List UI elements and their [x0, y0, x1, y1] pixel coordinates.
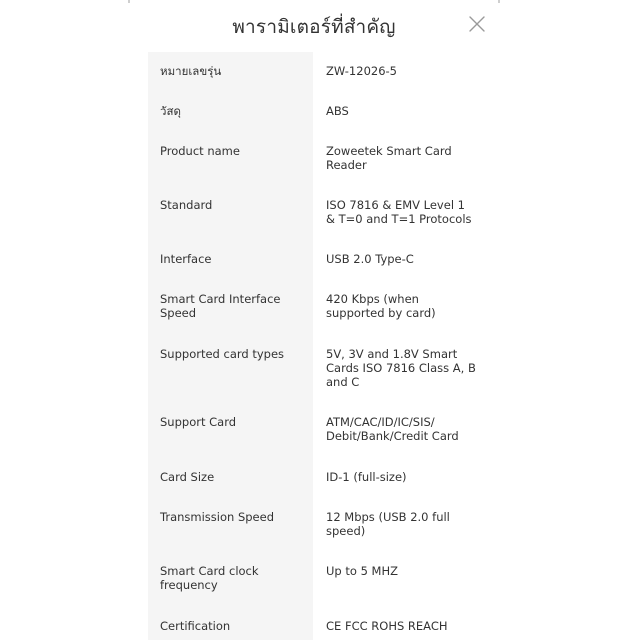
- spec-label: Interface: [160, 252, 212, 266]
- spec-label: Certification: [160, 619, 231, 633]
- spec-value: ZW-12026-5: [326, 64, 397, 78]
- spec-label: Transmission Speed: [160, 510, 274, 524]
- spec-label: Supported card types: [160, 347, 285, 361]
- spec-value: 12 Mbps (USB 2.0 full speed): [326, 510, 450, 538]
- spec-label: Product name: [160, 144, 240, 158]
- spec-label: Smart Card clock frequency: [160, 564, 259, 592]
- spec-label: Card Size: [160, 470, 215, 484]
- spec-label: Smart Card Interface Speed: [160, 292, 281, 320]
- dialog-title: พารามิเตอร์ที่สำคัญ: [232, 16, 396, 38]
- spec-value: ABS: [326, 104, 349, 118]
- spec-value: Up to 5 MHZ: [326, 564, 398, 578]
- label-column: [148, 52, 313, 640]
- spec-value: CE FCC ROHS REACH: [326, 619, 448, 633]
- close-button[interactable]: [466, 13, 488, 35]
- spec-label: Standard: [160, 198, 213, 212]
- spec-label: หมายเลขรุ่น: [160, 64, 222, 78]
- spec-value: ATM/CAC/ID/IC/SIS/ Debit/Bank/Credit Card: [326, 415, 459, 443]
- spec-value: ID-1 (full-size): [326, 470, 407, 484]
- dialog-header: [128, 0, 500, 52]
- close-icon: [466, 13, 488, 35]
- spec-label: Support Card: [160, 415, 237, 429]
- spec-label: วัสดุ: [160, 104, 181, 118]
- parameters-table: [148, 52, 480, 640]
- spec-value: 420 Kbps (when supported by card): [326, 292, 436, 320]
- spec-value: 5V, 3V and 1.8V Smart Cards ISO 7816 Class A, B and C: [326, 347, 476, 389]
- spec-value: USB 2.0 Type-C: [326, 252, 414, 266]
- spec-value: ISO 7816 & EMV Level 1 & T=0 and T=1 Protocols: [326, 198, 472, 226]
- spec-value: Zoweetek Smart Card Reader: [326, 144, 452, 172]
